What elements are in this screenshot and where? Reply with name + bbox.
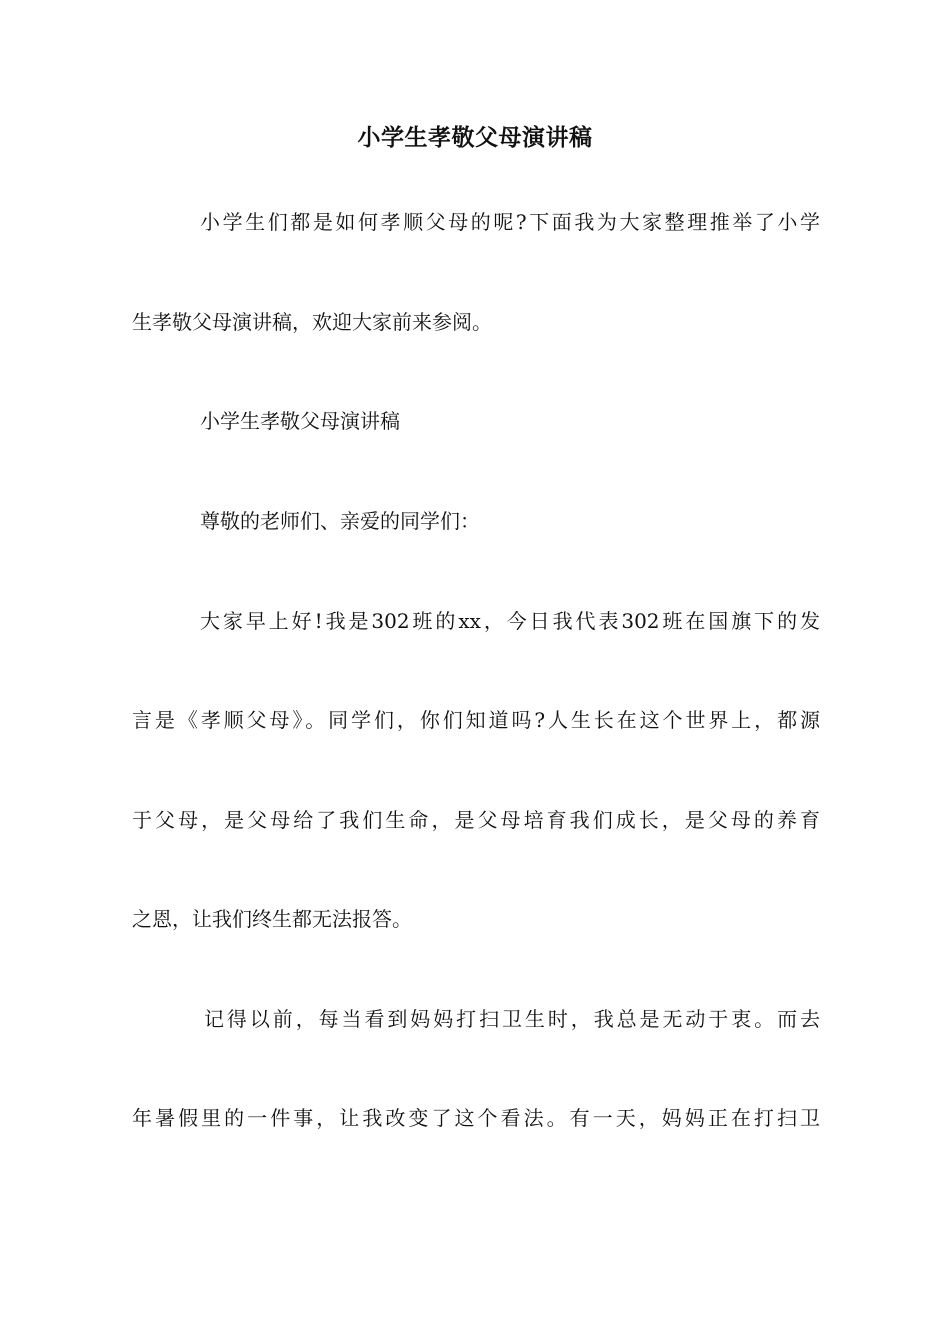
paragraph-line: 大家早上好!我是302班的xx，今日我代表302班在国旗下的发 — [200, 609, 820, 633]
paragraph-line: 生孝敬父母演讲稿，欢迎大家前来参阅。 — [132, 310, 492, 334]
salutation: 尊敬的老师们、亲爱的同学们： — [200, 509, 480, 533]
document-title: 小学生孝敬父母演讲稿 — [357, 125, 593, 151]
paragraph-line: 记得以前，每当看到妈妈打扫卫生时，我总是无动于衷。而去 — [204, 1007, 820, 1031]
paragraph-line: 小学生们都是如何孝顺父母的呢?下面我为大家整理推举了小学 — [200, 210, 820, 234]
paragraph-line: 之恩，让我们终生都无法报答。 — [132, 907, 412, 931]
paragraph-line: 年暑假里的一件事，让我改变了这个看法。有一天，妈妈正在打扫卫 — [132, 1106, 820, 1130]
paragraph-line: 言是《孝顺父母》。同学们，你们知道吗?人生长在这个世界上，都源 — [132, 708, 820, 732]
section-heading: 小学生孝敬父母演讲稿 — [200, 409, 400, 433]
paragraph-line: 于父母，是父母给了我们生命，是父母培育我们成长，是父母的养育 — [132, 808, 820, 832]
